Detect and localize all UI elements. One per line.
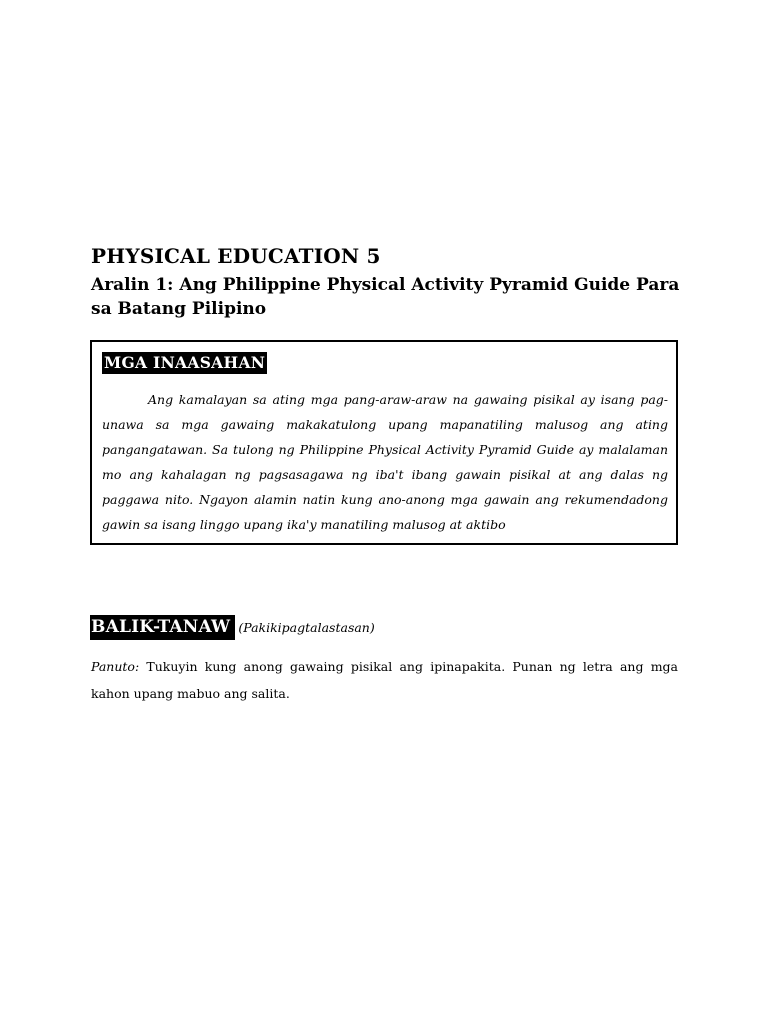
- instructions-paragraph: [91, 653, 678, 707]
- review-heading: BALIK-TANAW: [90, 615, 235, 640]
- expectations-text: Ang kamalayan sa ating mga pang-araw-araw na gawaing pisikal ay isang pag-unawa sa mga gawaing makakatulong upang mapanatiling malusog ang ating pangangatawan. Sa tulong ng Philippine Physical Activity Pyramid Guide ay malalaman mo ang kahalagan ng pagsasagawa ng iba't ibang gawain pisikal at ang dalas ng paggawa nito. Ngayon alamin natin kung ano-anong mga gawain ang rekumendadong gawin sa isang linggo upang ika'y manatiling malusog at aktibo: [102, 392, 668, 532]
- review-subheading: (Pakikipagtalastasan): [238, 620, 375, 635]
- expectations-box: [90, 340, 678, 545]
- page-title: PHYSICAL EDUCATION 5: [91, 244, 381, 268]
- review-header: [90, 615, 375, 640]
- lesson-title: Aralin 1: Ang Philippine Physical Activity Pyramid Guide Para sa Batang Pilipino: [91, 275, 680, 319]
- instructions-label: Panuto:: [91, 659, 140, 674]
- expectations-heading: MGA INAASAHAN: [104, 353, 266, 372]
- instructions-text: Tukuyin kung anong gawaing pisikal ang ipinapakita. Punan ng letra ang mga kahon upang mabuo ang salita.: [91, 659, 678, 701]
